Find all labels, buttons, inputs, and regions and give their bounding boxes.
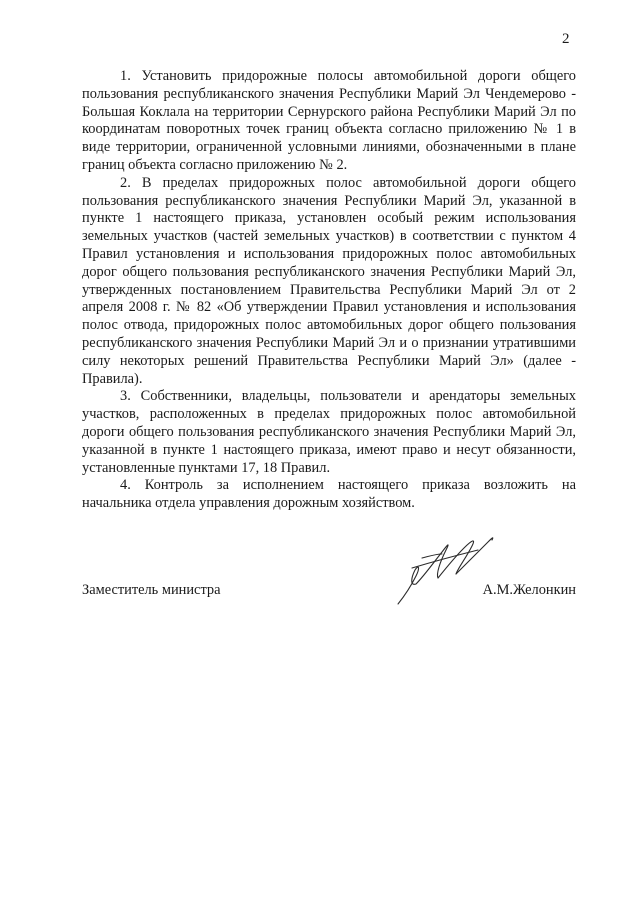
paragraph-4: 4. Контроль за исполнением настоящего приказа возложить на начальника отдела управления дорожным хозяйством. [82,477,576,512]
paragraph-2: 2. В пределах придорожных полос автомобильной дороги общего пользования республиканского значения Республики Марий Эл, указанной в пункте 1 настоящего приказа, установлен особый режим использования земельных участков (частей земельных участков) в соответствии с пунктом 4 Правил установления и использования придорожных полос автомобильных дорог общего пользования республиканского значения Республики Марий Эл, утвержденных постановлением Правительства Республики Марий Эл от 2 апреля 2008 г. № 82 «Об утверждении Правил установления и использования полос отвода, придорожных полос автомобильных дорог общего пользования республиканского значения Республики Марий Эл и о признании утратившими силу некоторых решений Правительства Республики Марий Эл» (далее - Правила). [82,174,576,387]
signature-block [82,581,576,599]
signer-title: Заместитель министра [82,582,221,598]
paragraph-1: 1. Установить придорожные полосы автомобильной дороги общего пользования республиканского значения Республики Марий Эл Чендемерово - Большая Коклала на территории Сернурского района Республики Марий Эл по координатам поворотных точек границ объекта согласно приложению № 1 в виде территории, ограниченной условными линиями, обозначенными в плане границ объекта согласно приложению № 2. [82,68,576,173]
page-number: 2 [562,31,570,47]
paragraph-3: 3. Собственники, владельцы, пользователи и арендаторы земельных участков, расположенных в пределах придорожных полос автомобильной дороги общего пользования республиканского значения Республики Марий Эл, указанной в пункте 1 настоящего приказа, имеют право и несут обязанности, установленные пунктами 17, 18 Правил. [82,388,576,476]
document-body [82,68,576,513]
signer-name: А.М.Желонкин [482,582,576,598]
